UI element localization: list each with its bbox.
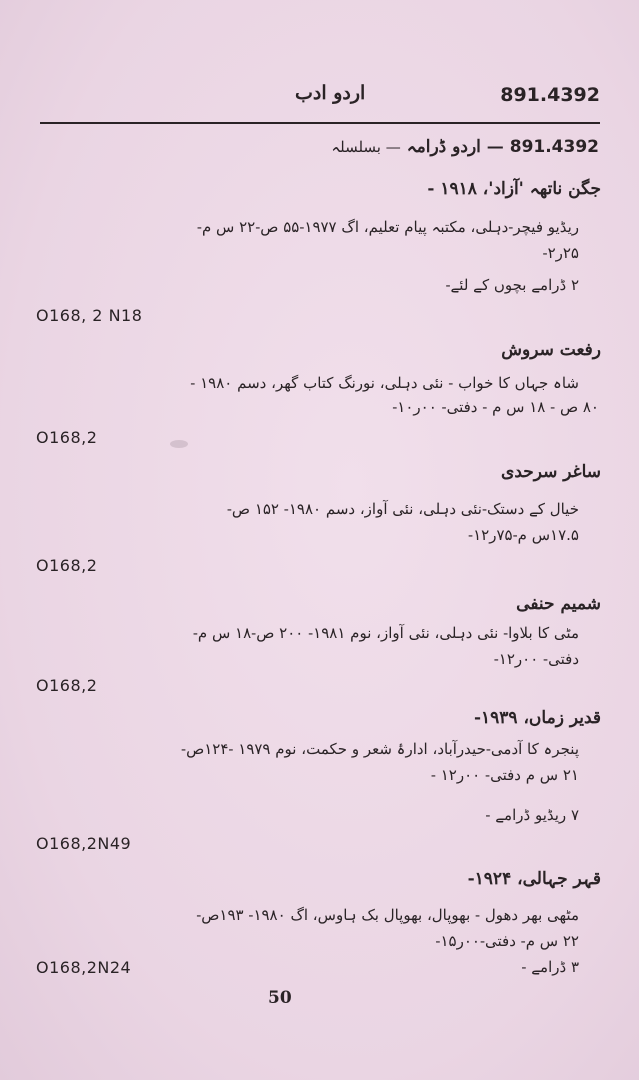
class-number: O168,2 [36,556,98,575]
header-class-number: 891.4392 [500,84,600,106]
entry-line: ۲۵ر۲- [542,244,579,262]
entry-author: ساغر سرحدی [501,462,601,482]
class-number: O168,2N49 [36,834,132,853]
page-header [40,82,600,112]
class-number: O168,2 [36,428,98,447]
entry-line: ۳ ڈرامے - [521,958,579,976]
subject-text: — اردو ڈرامہ [406,137,504,157]
entry-line: ۱۷.۵س م-۷۵ر۱۲- [468,526,579,544]
entry-line: ۷ ریڈیو ڈرامے - [485,806,579,824]
subject-continued: — بسلسلہ [331,138,401,156]
entry-author: جگن ناتھہ 'آزاد'، ۱۹۱۸ - [427,179,601,199]
page-number: 50 [268,988,292,1008]
entry-author: شمیم حنفی [516,594,601,614]
entry-line: ۲ ڈرامے بچوں کے لئے- [445,276,579,294]
class-number: O168,2 [36,676,98,695]
entry-line: ۸۰ ص - ۱۸ س م - دفتی- ۰۰ر۱۰- [392,398,599,416]
entry-author: قہر جہالی، ۱۹۲۴- [467,869,601,889]
entry-line: ۲۲ س م- دفتی-۰۰ر۱۵- [435,932,579,950]
entry-line: پنجرہ کا آدمی-حیدرآباد، ادارۂ شعر و حکمت، نوم ۱۹۷۹ -۱۲۴ص- [181,740,579,758]
header-title: اردو ادب [295,82,366,104]
subject-heading [331,136,599,157]
entry-line: ۲۱ س م دفتی- ۰۰ر۱۲ - [430,766,579,784]
entry-line: ریڈیو فیچر-دہلی، مکتبہ پیام تعلیم، اگ ۱۹۷۷-۵۵ ص-۲۲ س م- [196,218,579,236]
subject-number: 891.4392 [509,137,599,157]
entry-line: خیال کے دستک-نئی دہلی، نئی آواز، دسم ۱۹۸۰- ۱۵۲ ص- [226,500,579,518]
entry-line: مٹھی بھر دھول - بھوپال، بھوپال بک ہاوس، اگ ۱۹۸۰- ۱۹۳ص- [196,906,579,924]
entry-author: قدیر زماں، ۱۹۳۹- [473,708,601,728]
ink-smudge [170,440,188,448]
header-rule [40,122,600,124]
class-number: O168,2N24 [36,958,132,977]
entry-line: شاہ جہاں کا خواب - نئی دہلی، نورنگ کتاب گھر، دسم ۱۹۸۰ - [190,374,579,392]
entry-author: رفعت سروش [501,340,601,360]
entry-line: دفتی- ۰۰ر۱۲- [493,650,579,668]
entry-line: مٹی کا بلاوا- نئی دہلی، نئی آواز، نوم ۱۹۸۱- ۲۰۰ ص-۱۸ س م- [192,624,579,642]
class-number: O168, 2 N18 [36,306,143,325]
